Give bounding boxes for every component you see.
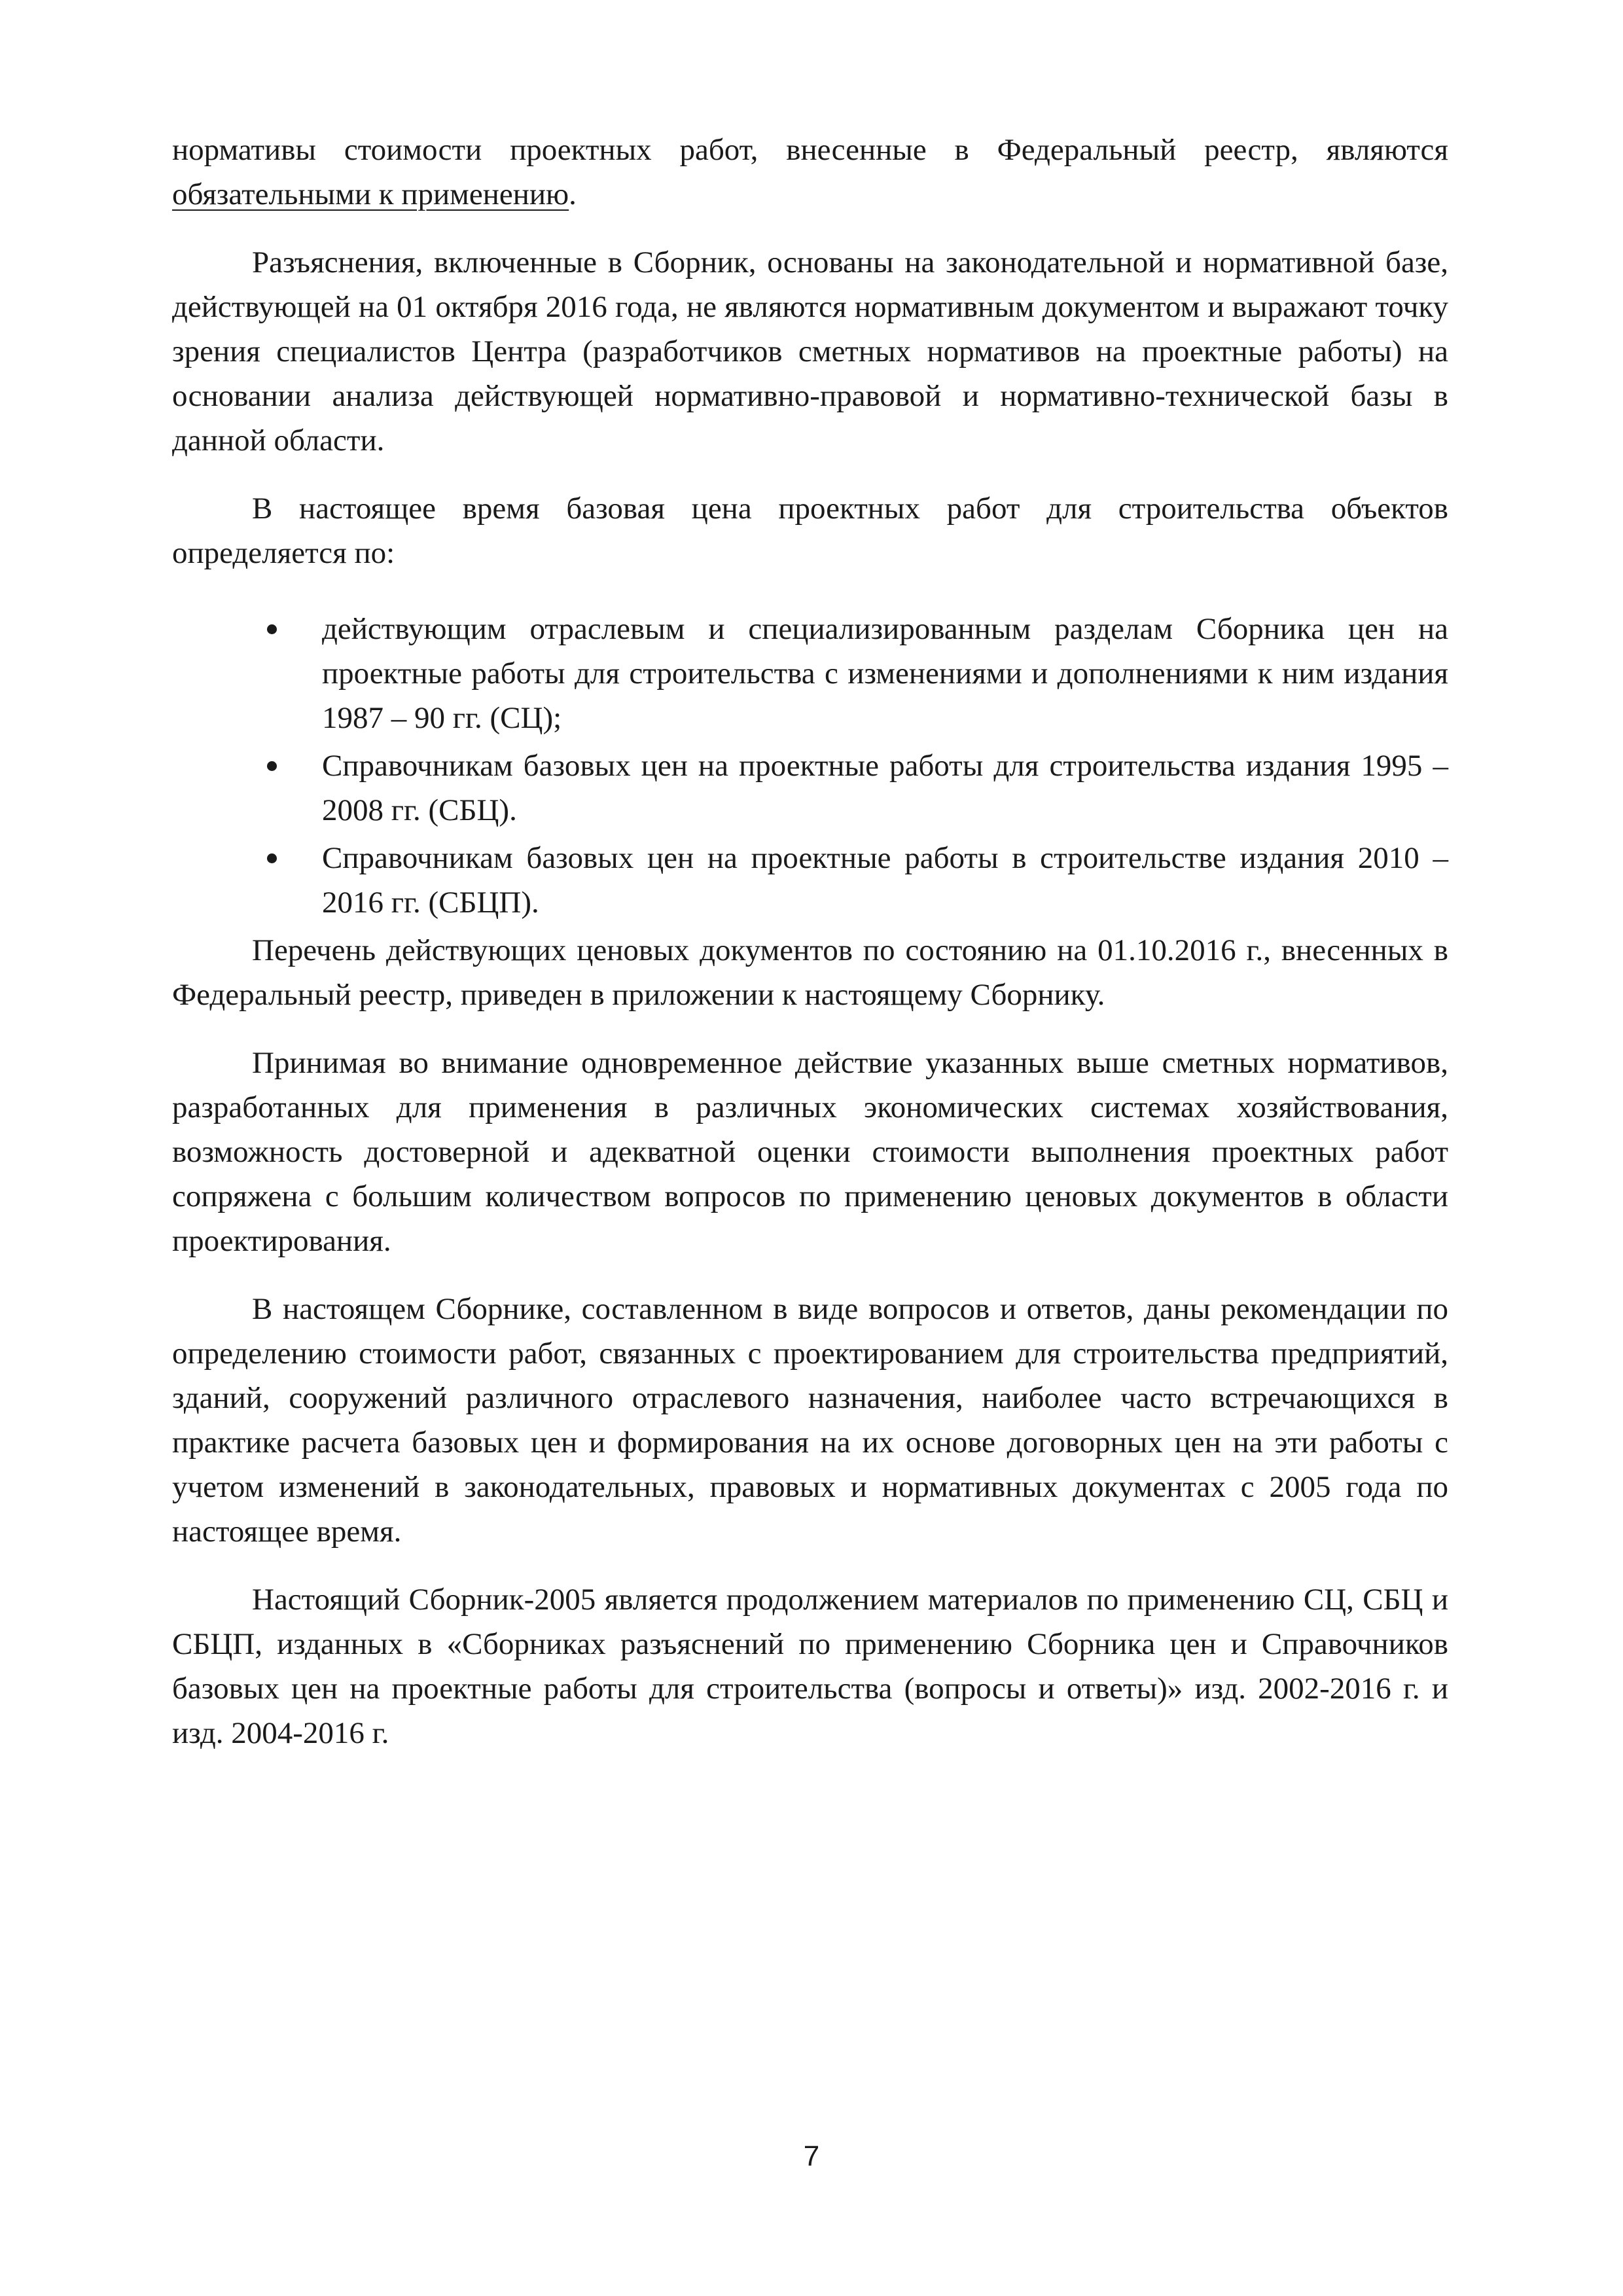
bullet-icon (267, 853, 277, 863)
paragraph-continuation (172, 128, 1448, 217)
paragraph-registry-list: Перечень действующих ценовых документов по состоянию на 01.10.2016 г., внесенных в Федеральный реестр, приведен в приложении к настоящему Сборнику. (172, 933, 1448, 1012)
list-item (172, 836, 1448, 925)
paragraph-punctuation: . (569, 177, 577, 211)
list-item (172, 744, 1448, 833)
list-item-text: действующим отраслевым и специализированным разделам Сборника цен на проектные работы для строительства с изменениями и дополнениями к ним издания 1987 – 90 гг. (СЦ); (322, 612, 1448, 735)
bullet-icon (267, 761, 277, 771)
paragraph-recommendations: В настоящем Сборнике, составленном в виде вопросов и ответов, даны рекомендации по определению стоимости работ, связанных с проектированием для строительства предприятий, зданий, сооружений различного отраслевого назначения, наиболее часто встречающихся в практике расчета базовых цен и формирования на их основе договорных цен на эти работы с учетом изменений в законодательных, правовых и нормативных документах с 2005 года по настоящее время. (172, 1292, 1448, 1549)
price-documents-list (172, 607, 1448, 925)
paragraph-text: нормативы стоимости проектных работ, внесенные в Федеральный реестр, являются (172, 133, 1448, 167)
paragraph-considering: Принимая во внимание одновременное действие указанных выше сметных нормативов, разработанных для применения в различных экономических системах хозяйствования, возможность достоверной и адекватной оценки стоимости выполнения проектных работ сопряжена с большим количеством вопросов по применению ценовых документов в области проектирования. (172, 1046, 1448, 1258)
bullet-icon (267, 624, 277, 634)
list-item (172, 607, 1448, 740)
paragraph-clarifications: Разъяснения, включенные в Сборник, основаны на законодательной и нормативной базе, действующей на 01 октября 2016 года, не являются нормативным документом и выражают точку зрения специалистов Центра (разработчиков сметных нормативов на проектные работы) на основании анализа действующей нормативно-правовой и нормативно-технической базы в данной области. (172, 245, 1448, 457)
paragraph-base-price: В настоящее время базовая цена проектных работ для строительства объектов определяется по: (172, 492, 1448, 570)
page-number: 7 (803, 2140, 820, 2172)
body-text (172, 128, 1448, 1755)
list-item-text: Справочникам базовых цен на проектные работы в строительстве издания 2010 – 2016 гг. (СБЦП). (322, 841, 1448, 920)
paragraph-continuation-of-materials: Настоящий Сборник-2005 является продолжением материалов по применению СЦ, СБЦ и СБЦП, изданных в «Сборниках разъяснений по применению Сборника цен и Справочников базовых цен на проектные работы для строительства (вопросы и ответы)» изд. 2002-2016 г. и изд. 2004-2016 г. (172, 1583, 1448, 1750)
underlined-phrase: обязательными к применению (172, 177, 569, 211)
list-item-text: Справочникам базовых цен на проектные работы для строительства издания 1995 – 2008 гг. (СБЦ). (322, 749, 1448, 827)
